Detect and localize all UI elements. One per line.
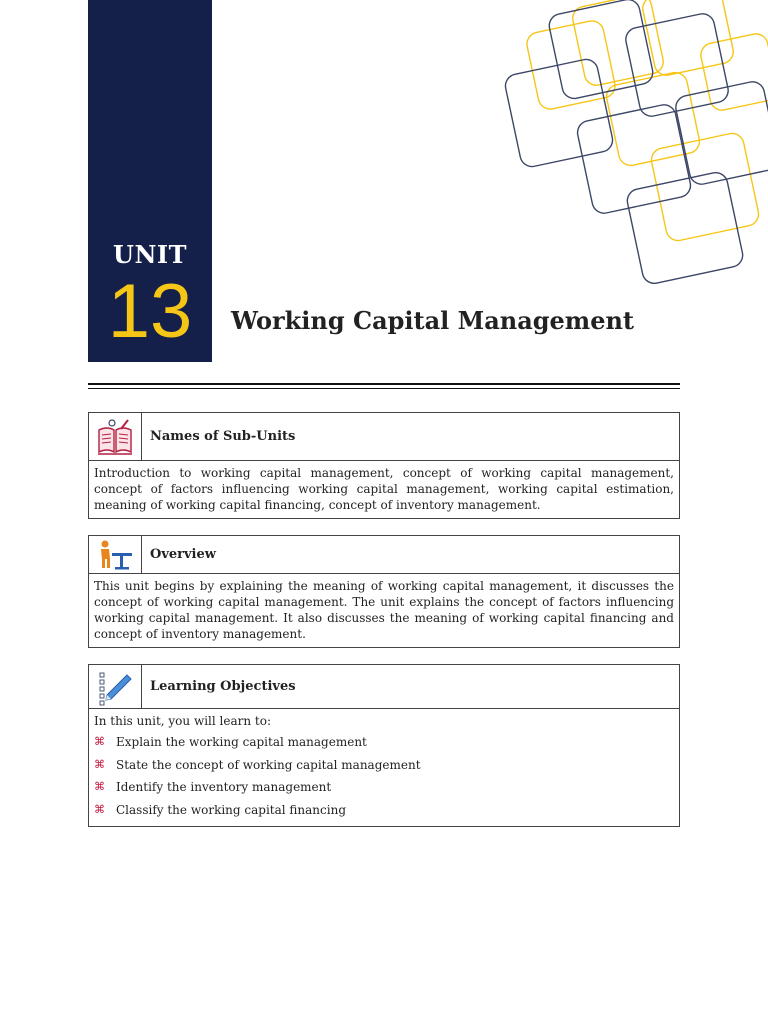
subunits-body: Introduction to working capital management, concept of working capital management, concept of factors influencing working capital management, working capital estimation, meaning of working capital financing, concept of inventory management. xyxy=(94,466,674,512)
overview-box xyxy=(88,535,680,648)
objectives-heading: Learning Objectives xyxy=(150,679,296,694)
open-book-icon xyxy=(89,413,142,460)
objectives-list xyxy=(94,731,674,821)
objective-text: Identify the inventory management xyxy=(116,780,332,794)
subunits-box xyxy=(88,412,680,519)
objectives-header xyxy=(89,665,679,709)
objectives-intro: In this unit, you will learn to: xyxy=(94,714,271,728)
unit-title: Working Capital Management xyxy=(231,306,635,335)
overview-heading: Overview xyxy=(150,547,216,562)
objective-text: Explain the working capital management xyxy=(116,735,367,749)
person-at-desk-icon xyxy=(89,536,142,573)
bullet-icon: ⌘ xyxy=(94,780,105,793)
list-item xyxy=(94,731,674,754)
objective-text: Classify the working capital financing xyxy=(116,802,347,817)
title-rule-thin xyxy=(88,388,680,389)
checklist-pen-icon xyxy=(89,665,142,708)
objective-text: State the concept of working capital management xyxy=(116,757,421,772)
title-rule-thick xyxy=(88,383,680,385)
subunits-heading: Names of Sub-Units xyxy=(150,429,296,444)
bullet-icon: ⌘ xyxy=(94,757,105,771)
unit-number: 13 xyxy=(107,269,193,354)
objectives-box xyxy=(88,664,680,827)
list-item xyxy=(94,754,674,777)
unit-band xyxy=(88,0,212,362)
decorative-rounded-squares xyxy=(500,0,768,292)
subunits-header xyxy=(89,413,679,461)
list-item xyxy=(94,776,674,799)
overview-body: This unit begins by explaining the meaning of working capital management, it discusses the concept of working capital management. The unit explains the concept of factors influencing working capital management. It also discusses the meaning of working capital financing and concept of inventory management. xyxy=(94,579,674,641)
overview-header xyxy=(89,536,679,574)
list-item xyxy=(94,799,674,822)
objectives-body xyxy=(89,709,679,826)
bullet-icon: ⌘ xyxy=(94,735,105,748)
unit-label: UNIT xyxy=(113,240,187,269)
bullet-icon: ⌘ xyxy=(94,802,105,816)
